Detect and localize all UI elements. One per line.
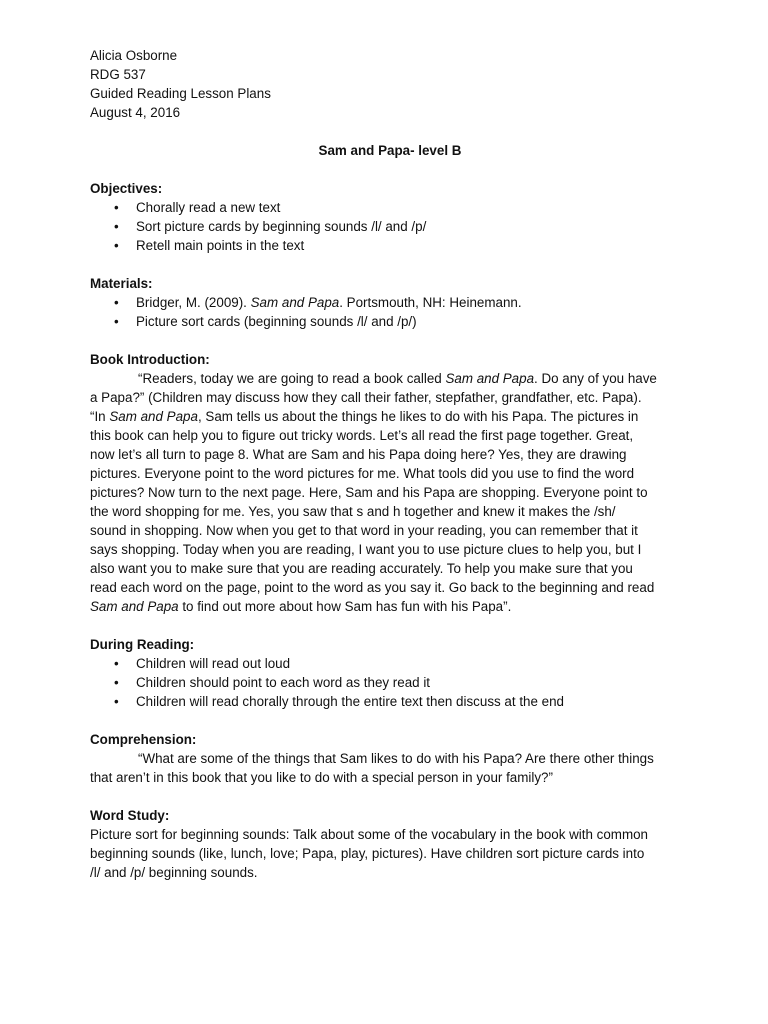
list-item: • Children should point to each word as they read it xyxy=(114,675,431,690)
during-reading-list xyxy=(90,654,690,711)
book-introduction-heading: Book Introduction: xyxy=(90,352,210,367)
list-item: • Picture sort cards (beginning sounds /l/ and /p/) xyxy=(114,314,417,329)
bullet-icon: • xyxy=(114,656,119,671)
during-reading-section xyxy=(90,635,690,711)
book-title-italic: Sam and Papa xyxy=(250,295,340,310)
materials-list xyxy=(90,293,690,331)
document-title: Guided Reading Lesson Plans xyxy=(90,86,271,101)
paragraph-line: that aren’t in this book that you like to do with a special person in your family?” xyxy=(90,770,553,785)
word-study-section xyxy=(90,806,690,882)
paragraph-line: “What are some of the things that Sam likes to do with his Papa? Are there other things xyxy=(138,751,654,766)
bullet-icon: • xyxy=(114,694,119,709)
paragraph-line: /l/ and /p/ beginning sounds. xyxy=(90,865,258,880)
objectives-heading: Objectives: xyxy=(90,181,163,196)
bullet-icon: • xyxy=(114,314,119,329)
during-reading-heading: During Reading: xyxy=(90,637,195,652)
bullet-icon: • xyxy=(114,675,119,690)
course-code: RDG 537 xyxy=(90,67,146,82)
book-introduction-section xyxy=(90,350,690,616)
header-block xyxy=(90,46,690,122)
paragraph-line: also want you to make sure that you are reading accurately. To help you make sure that you xyxy=(90,561,633,576)
paragraph-line: now let’s all turn to page 8. What are Sam and his Papa doing here? Yes, they are drawing xyxy=(90,447,627,462)
paragraph-line: “In Sam and Papa, Sam tells us about the things he likes to do with his Papa. The pictures in xyxy=(90,409,639,424)
list-item: • Bridger, M. (2009). Sam and Papa. Portsmouth, NH: Heinemann. xyxy=(114,295,522,310)
author-name: Alicia Osborne xyxy=(90,48,178,63)
list-item: • Chorally read a new text xyxy=(114,200,281,215)
paragraph-line: pictures? Now turn to the next page. Here, Sam and his Papa are shopping. Everyone point to xyxy=(90,485,648,500)
document-body xyxy=(90,46,690,882)
objectives-section xyxy=(90,179,690,255)
list-item: • Sort picture cards by beginning sounds /l/ and /p/ xyxy=(114,219,427,234)
lesson-title: Sam and Papa- level B xyxy=(318,143,462,158)
comprehension-section xyxy=(90,730,690,787)
word-study-heading: Word Study: xyxy=(90,808,170,823)
materials-section xyxy=(90,274,690,331)
paragraph-line: beginning sounds (like, lunch, love; Papa, play, pictures). Have children sort picture cards into xyxy=(90,846,645,861)
paragraph-line: sound in shopping. Now when you get to that word in your reading, you can remember that it xyxy=(90,523,638,538)
document-date: August 4, 2016 xyxy=(90,105,181,120)
paragraph-line: read each word on the page, point to the word as you say it. Go back to the beginning and read xyxy=(90,580,655,595)
bullet-icon: • xyxy=(114,238,119,253)
materials-heading: Materials: xyxy=(90,276,153,291)
objectives-list xyxy=(90,198,690,255)
bullet-icon: • xyxy=(114,200,119,215)
paragraph-line: says shopping. Today when you are reading, I want you to use picture clues to help you, but I xyxy=(90,542,642,557)
paragraph-line: pictures. Everyone point to the word pictures for me. What tools did you use to find the word xyxy=(90,466,635,481)
paragraph-line: a Papa?” (Children may discuss how they call their father, stepfather, grandfather, etc. Papa). xyxy=(90,390,642,405)
paragraph-line: “Readers, today we are going to read a book called Sam and Papa. Do any of you have xyxy=(138,371,657,386)
paragraph-line: Picture sort for beginning sounds: Talk about some of the vocabulary in the book with common xyxy=(90,827,649,842)
paragraph-line: this book can help you to figure out tricky words. Let’s all read the first page together. Great, xyxy=(90,428,634,443)
bullet-icon: • xyxy=(114,295,119,310)
bullet-icon: • xyxy=(114,219,119,234)
list-item: • Children will read chorally through the entire text then discuss at the end xyxy=(114,694,564,709)
list-item: • Children will read out loud xyxy=(114,656,291,671)
comprehension-heading: Comprehension: xyxy=(90,732,197,747)
paragraph-line: Sam and Papa to find out more about how Sam has fun with his Papa”. xyxy=(90,599,512,614)
paragraph-line: the word shopping for me. Yes, you saw that s and h together and knew it makes the /sh/ xyxy=(90,504,616,519)
list-item: • Retell main points in the text xyxy=(114,238,305,253)
